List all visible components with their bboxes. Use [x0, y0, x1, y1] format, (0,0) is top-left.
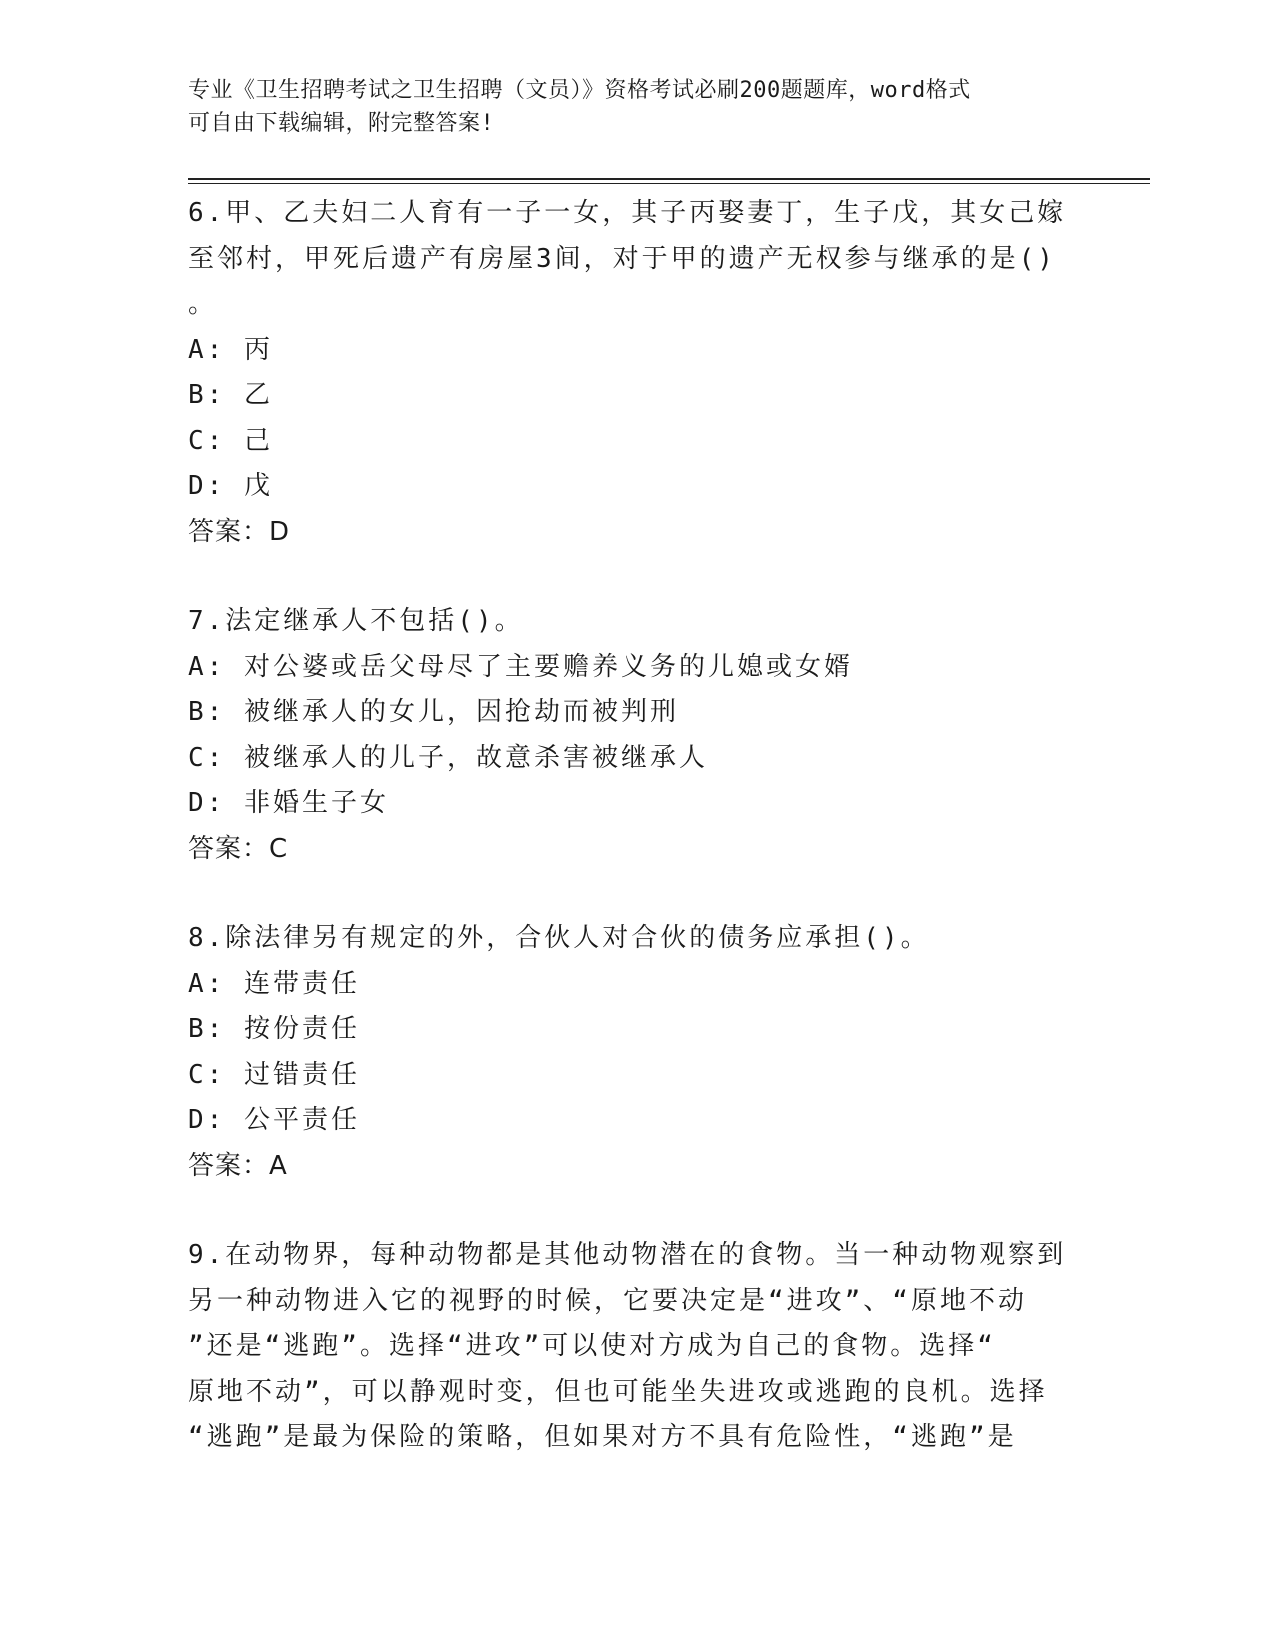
option-a: A: 连带责任 [188, 968, 360, 999]
question-6 [188, 191, 1068, 555]
option-d: D: 非婚生子女 [188, 788, 389, 818]
question-stem-line: 原地不动”，可以静观时变，但也可能坐失进攻或逃跑的良机。选择 [188, 1376, 1048, 1407]
option-a: A: 丙 [188, 334, 273, 365]
header-line-2: 可自由下载编辑，附完整答案! [188, 111, 495, 136]
answer-line: 答案：C [188, 833, 289, 864]
spacer [188, 872, 1068, 916]
header-divider-thick [188, 178, 1150, 180]
question-stem-line: 至邻村，甲死后遗产有房屋3间，对于甲的遗产无权参与继承的是() [188, 243, 1056, 274]
option-b: B: 按份责任 [188, 1014, 360, 1044]
option-c: C: 过错责任 [188, 1059, 360, 1090]
question-stem-line: 。 [188, 289, 218, 319]
option-b: B: 乙 [188, 380, 273, 410]
answer-line: 答案：A [188, 1150, 288, 1181]
spacer [188, 555, 1068, 599]
question-stem-line: 9.在动物界，每种动物都是其他动物潜在的食物。当一种动物观察到 [188, 1240, 1067, 1270]
option-c: C: 被继承人的儿子，故意杀害被继承人 [188, 742, 708, 773]
question-stem-line: 7.法定继承人不包括()。 [188, 606, 524, 636]
question-list [188, 191, 1068, 1461]
question-7 [188, 599, 1068, 872]
header-divider-thin [188, 183, 1150, 184]
question-8 [188, 916, 1068, 1189]
question-stem-line: 8.除法律另有规定的外，合伙人对合伙的债务应承担()。 [188, 923, 930, 953]
question-stem-line: “逃跑”是最为保险的策略，但如果对方不具有危险性，“逃跑”是 [188, 1422, 1017, 1452]
option-d: D: 戊 [188, 471, 273, 501]
header-line-1: 专业《卫生招聘考试之卫生招聘（文员）》资格考试必刷200题题库，word格式 [188, 78, 971, 103]
document-header [188, 74, 1068, 140]
question-stem-line: 6.甲、乙夫妇二人育有一子一女，其子丙娶妻丁，生子戊，其女己嫁 [188, 198, 1067, 228]
question-stem-line: ”还是“逃跑”。选择“进攻”可以使对方成为自己的食物。选择“ [188, 1331, 996, 1361]
question-9 [188, 1233, 1068, 1461]
spacer [188, 1189, 1068, 1233]
answer-line: 答案：D [188, 516, 291, 547]
option-a: A: 对公婆或岳父母尽了主要赡养义务的儿媳或女婿 [188, 651, 853, 682]
option-d: D: 公平责任 [188, 1105, 360, 1135]
question-stem-line: 另一种动物进入它的视野的时候，它要决定是“进攻”、“原地不动 [188, 1285, 1027, 1316]
option-c: C: 己 [188, 425, 273, 456]
option-b: B: 被继承人的女儿，因抢劫而被判刑 [188, 697, 679, 727]
